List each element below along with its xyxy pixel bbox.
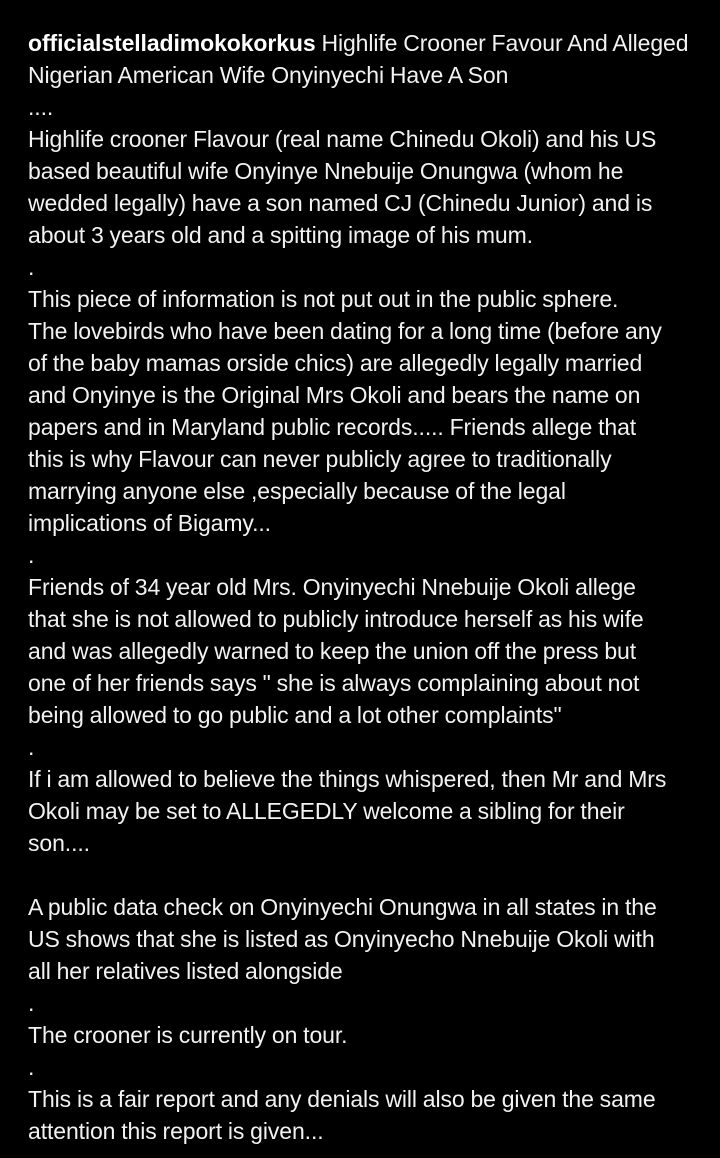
paragraph-line: If i am allowed to believe the things whispered, then Mr and Mrs: [28, 766, 667, 792]
paragraph-line: US shows that she is listed as Onyinyecho Nnebuije Okoli with: [28, 926, 655, 952]
separator-dots: ....: [28, 94, 54, 120]
paragraph-line: son....: [28, 830, 90, 856]
paragraph-line: and was allegedly warned to keep the union off the press but: [28, 638, 637, 664]
separator-dot: .: [28, 734, 35, 760]
paragraph-line: being allowed to go public and a lot other complaints": [28, 702, 562, 728]
paragraph-line: The crooner is currently on tour.: [28, 1022, 348, 1048]
paragraph-line: that she is not allowed to publicly introduce herself as his wife: [28, 606, 644, 632]
post-title: Highlife Crooner Favour And Alleged: [321, 30, 689, 56]
separator-dot: .: [28, 1054, 35, 1080]
separator-dot: .: [28, 990, 35, 1016]
paragraph-line: all her relatives listed alongside: [28, 958, 343, 984]
paragraph-line: papers and in Maryland public records..... Friends allege that: [28, 414, 637, 440]
username-link[interactable]: officialstelladimokokorkus: [28, 30, 316, 56]
paragraph-line: This piece of information is not put out in the public sphere.: [28, 286, 619, 312]
separator-dot: .: [28, 542, 35, 568]
paragraph-line: wedded legally) have a son named CJ (Chinedu Junior) and is: [28, 190, 653, 216]
paragraph-line: and Onyinye is the Original Mrs Okoli and bears the name on: [28, 382, 641, 408]
caption-header-line: [28, 27, 708, 59]
separator-dot: .: [28, 254, 35, 280]
paragraph-line: based beautiful wife Onyinye Nnebuije Onungwa (whom he: [28, 158, 624, 184]
paragraph-line: Friends of 34 year old Mrs. Onyinyechi Nnebuije Okoli allege: [28, 574, 636, 600]
paragraph-line: of the baby mamas orside chics) are allegedly legally married: [28, 350, 643, 376]
paragraph-line: Okoli may be set to ALLEGEDLY welcome a sibling for their: [28, 798, 625, 824]
paragraph-line: marrying anyone else ,especially because of the legal: [28, 478, 566, 504]
paragraph-line: attention this report is given...: [28, 1118, 324, 1144]
paragraph-line: this is why Flavour can never publicly agree to traditionally: [28, 446, 612, 472]
paragraph-line: This is a fair report and any denials will also be given the same: [28, 1086, 656, 1112]
paragraph-line: The lovebirds who have been dating for a long time (before any: [28, 318, 662, 344]
blank-line: [28, 859, 708, 891]
post-title-continued: Nigerian American Wife Onyinyechi Have A Son: [28, 62, 509, 88]
paragraph-line: implications of Bigamy...: [28, 510, 271, 536]
paragraph-line: A public data check on Onyinyechi Onungwa in all states in the: [28, 894, 657, 920]
paragraph-line: about 3 years old and a spitting image of his mum.: [28, 222, 533, 248]
paragraph-line: Highlife crooner Flavour (real name Chinedu Okoli) and his US: [28, 126, 657, 152]
paragraph-line: one of her friends says " she is always complaining about not: [28, 670, 640, 696]
post-caption: [28, 27, 708, 1147]
